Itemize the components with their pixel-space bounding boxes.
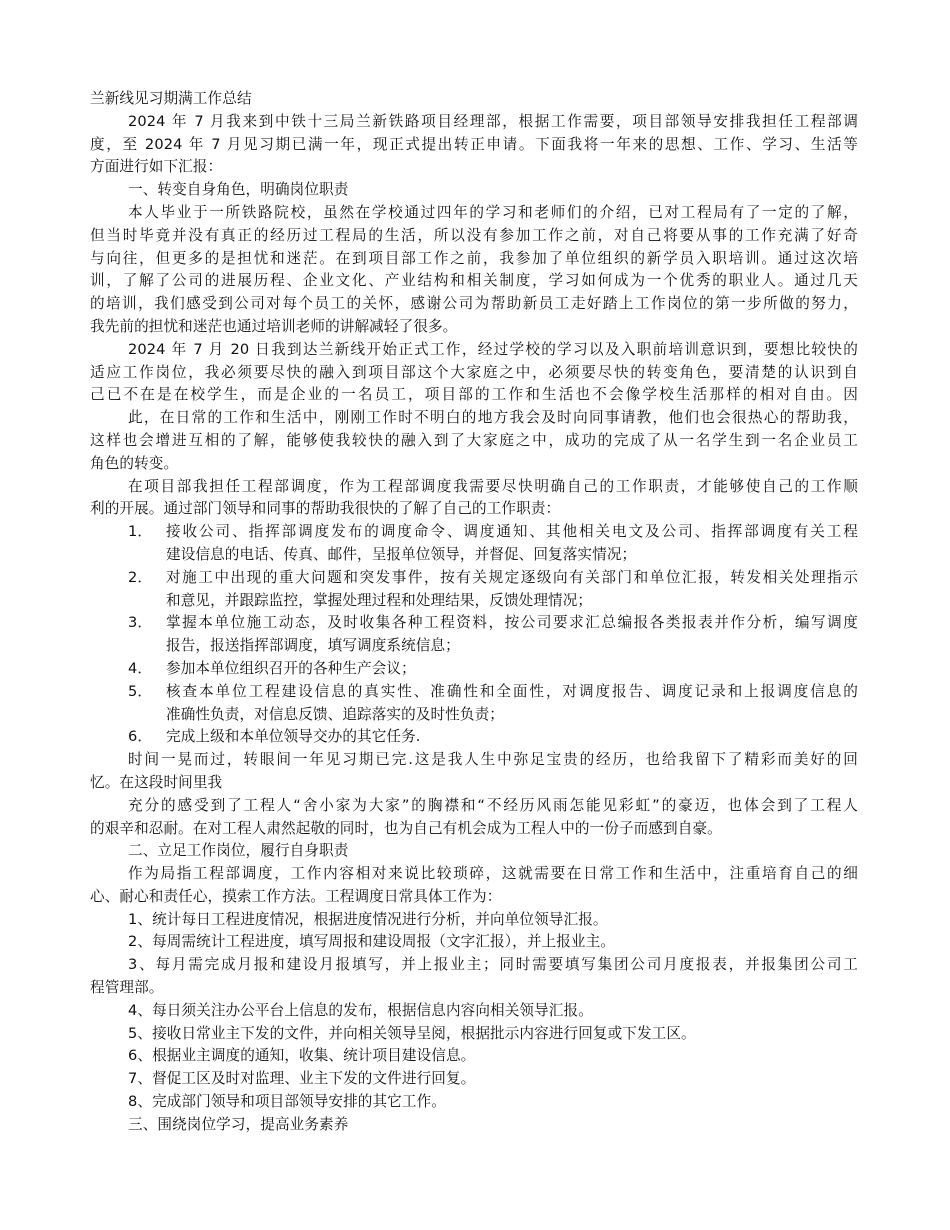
list-item-line: 建设信息的电话、传真、邮件，呈报单位领导，并督促、回复落实情况； [166,545,637,563]
paragraph-line: 己已不在是在校学生，而是企业的一名员工，项目部的工作和生活也不会像学校生活那样的相对自由。因 [90,386,858,404]
paragraph [90,202,858,339]
paragraph-line: 作为局指工程部调度，工作内容相对来说比较琐碎，这就需要在日常工作和生活中，注重培育自己的细 [128,865,858,883]
paragraph [90,407,858,475]
list-item: 4、每日须关注办公平台上信息的发布，根据信息内容向相关领导汇报。 [128,1001,593,1019]
list-item [90,521,858,567]
paragraph-line: 我先前的担忧和迷茫也通过培训老师的讲解减轻了很多。 [90,317,458,335]
paragraph [90,863,858,909]
paragraph-line: 2024 年 7 月 20 日我到达兰新线开始正式工作，经过学校的学习以及入职前培训意识到，要想比较快的 [128,340,858,358]
list-number: 1． [128,523,153,541]
paragraph-line: 充分的感受到了工程人“舍小家为大家”的胸襟和“不经历风雨怎能见彩虹”的豪迈，也体会到了工程人 [128,796,858,814]
list-item: 1、统计每日工程进度情况，根据进度情况进行分析，并向单位领导汇报。 [128,910,608,928]
list-item-line: 和意见，并跟踪监控，掌握处理过程和处理结果，反馈处理情况； [166,591,593,609]
paragraph-line: 在项目部我担任工程部调度，作为工程部调度我需要尽快明确自己的工作职责，才能够使自己的工作顺 [128,477,858,495]
paragraph-line: 与向往，但更多的是担忧和迷茫。在到项目部工作之前，我参加了单位组织的新学员入职培训。通过这次培 [90,249,858,267]
list-item: 7、督促工区及时对监理、业主下发的文件进行回复。 [128,1070,476,1088]
list-number: 5． [128,682,153,700]
paragraph-line: 忆。在这段时间里我 [90,773,223,791]
paragraph-line: 方面进行如下汇报： [90,158,223,176]
list-item: 8、完成部门领导和项目部领导安排的其它工作。 [128,1093,446,1111]
paragraph-line: 训，了解了公司的进展历程、企业文化、产业结构和相关制度，学习如何成为一个优秀的职业人。通过几天 [90,272,858,290]
paragraph-line: 但当时毕竟并没有真正的经历过工程局的生活，所以没有参加工作之前，对自己将要从事的工作充满了好奇 [90,226,858,244]
list-item: 2、每周需统计工程进度，填写周报和建设周报（文字汇报），并上报业主。 [128,933,615,951]
paragraph [90,339,858,407]
list-item-line: 接收公司、指挥部调度发布的调度命令、调度通知、其他相关电文及公司、指挥部调度有关工程 [166,523,858,541]
paragraph [90,476,858,522]
paragraph-line: 时间一晃而过，转眼间一年见习期已完.这是我人生中弥足宝贵的经历，也给我留下了精彩而美好的回 [128,751,858,769]
list-item-line: 核查本单位工程建设信息的真实性、准确性和全面性，对调度报告、调度记录和上报调度信息的 [166,682,858,700]
list-item-line: 对施工中出现的重大问题和突发事件，按有关规定逐级向有关部门和单位汇报，转发相关处理指示 [166,568,858,586]
document-title: 兰新线见习期满工作总结 [90,90,252,107]
list-item-line: 完成上级和本单位领导交办的其它任务. [166,728,421,746]
list-item-line: 掌握本单位施工动态，及时收集各种工程资料，按公司要求汇总编报各类报表并作分析，编写调度 [166,614,858,632]
intro-paragraph [90,111,858,179]
list-item [90,658,858,681]
paragraph-line: 适应工作岗位，我必须要尽快的融入到项目部这个大家庭之中，必须要尽快的转变角色，要清楚的认识到自 [90,363,858,381]
paragraph-line: 心、耐心和责任心，摸索工作方法。工程调度日常具体工作为： [90,887,502,905]
tasks-list [90,909,858,1114]
list-item-line: 报告，报送指挥部调度，填写调度系统信息； [166,637,460,655]
list-item [90,954,858,1000]
section-heading: 三、围绕岗位学习，提高业务素养 [128,1115,349,1133]
list-item-line: 程管理部。 [90,979,164,997]
list-item: 5、接收日常业主下发的文件，并向相关领导呈阅，根据批示内容进行回复或下发工区。 [128,1024,696,1042]
paragraph-line: 角色的转变。 [90,454,179,472]
paragraph-line: 此，在日常的工作和生活中，刚刚工作时不明白的地方我会及时向同事请教，他们也会很热心的帮助我， [128,409,858,427]
list-item-line: 准确性负责，对信息反馈、追踪落实的及时性负责； [166,705,504,723]
paragraph-line: 本人毕业于一所铁路院校，虽然在学校通过四年的学习和老师们的介绍，已对工程局有了一定的了解， [128,203,858,221]
duties-list [90,521,858,749]
paragraph-line: 这样也会增进互相的了解，能够使我较快的融入到了大家庭之中，成功的完成了从一名学生到一名企业员工 [90,431,858,449]
list-item [90,612,858,658]
paragraph-line: 2024 年 7 月我来到中铁十三局兰新铁路项目经理部，根据工作需要，项目部领导安排我担任工程部调 [128,112,858,130]
paragraph-line: 度，至 2024 年 7 月见习期已满一年，现正式提出转正申请。下面我将一年来的思想、工作、学习、生活等 [90,135,858,153]
list-item [90,681,858,727]
list-item-line: 3、每月需完成月报和建设月报填写，并上报业主；同时需要填写集团公司月度报表，并报集团公司工 [128,956,858,974]
paragraph [90,795,858,841]
paragraph [90,749,858,795]
paragraph-line: 的艰辛和忍耐。在对工程人肃然起敬的同时，也为自己有机会成为工程人中的一份子而感到自豪。 [90,819,722,837]
paragraph-line: 利的开展。通过部门领导和同事的帮助我很快的了解了自己的工作职责： [90,500,561,518]
list-number: 4． [128,659,153,677]
list-number: 3． [128,614,153,632]
section-heading: 二、立足工作岗位，履行自身职责 [128,842,349,860]
list-item [90,726,858,749]
list-number: 2． [128,568,153,586]
section-heading: 一、转变自身角色，明确岗位职责 [128,181,349,199]
paragraph-line: 的培训，我们感受到公司对每个员工的关怀，感谢公司为帮助新员工走好踏上工作岗位的第一步所做的努力， [90,295,858,313]
list-item [90,567,858,613]
list-item-line: 参加本单位组织召开的各种生产会议； [166,659,416,677]
list-item: 6、根据业主调度的通知，收集、统计项目建设信息。 [128,1047,476,1065]
list-number: 6． [128,728,153,746]
